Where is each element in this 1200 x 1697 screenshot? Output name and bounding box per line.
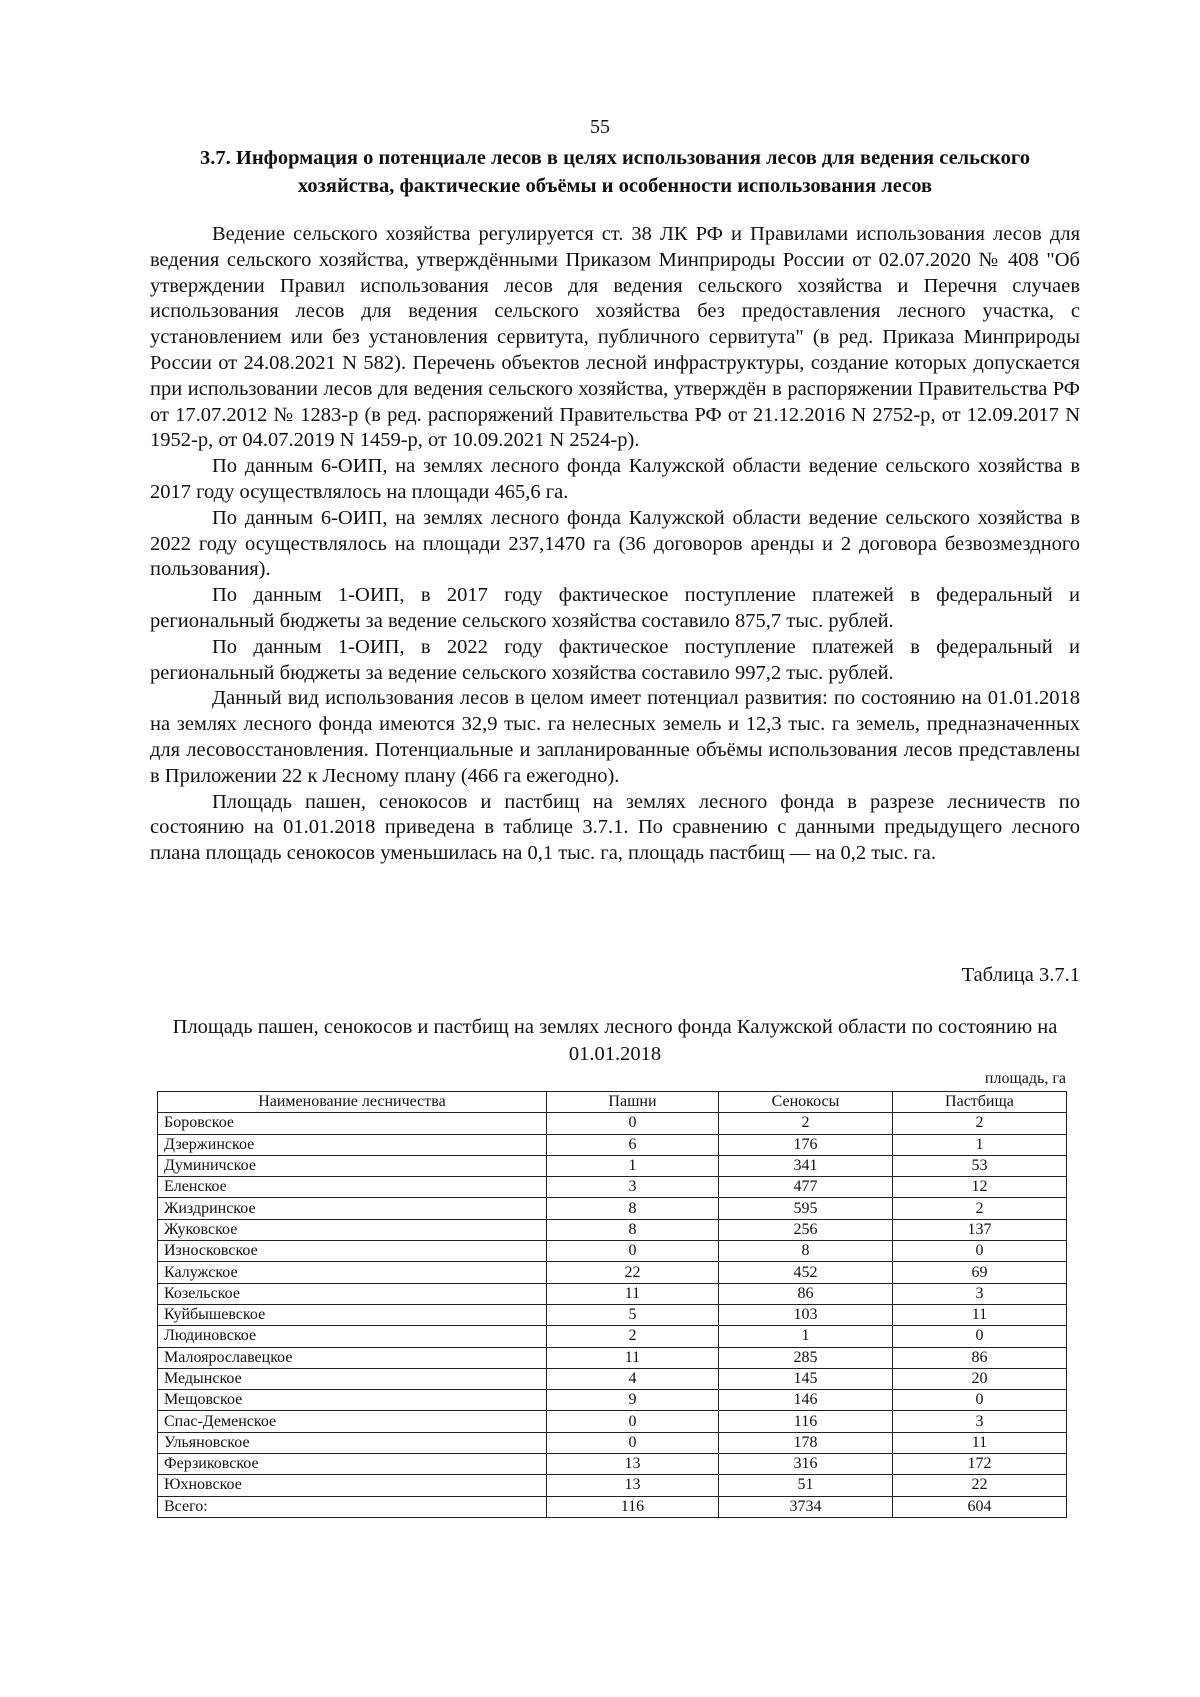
table-row [158,1454,1067,1475]
body-text [150,222,1080,867]
table-units: площадь, га [984,1070,1066,1087]
cell-forestry-name: Медынское [158,1368,547,1389]
paragraph: Площадь пашен, сенокосов и пастбищ на землях лесного фонда в разрезе лесничеств по состоянию на 01.01.2018 приведена в таблице 3.7.1. По сравнению с данными предыдущего лесного плана площадь сенокосов уменьшилась на 0,1 тыс. га, площадь пастбищ — на 0,2 тыс. га. [150,790,1080,865]
cell-forestry-name: Жиздринское [158,1198,547,1219]
cell-hayfields: 51 [719,1475,893,1496]
paragraph: По данным 6-ОИП, на землях лесного фонда Калужской области ведение сельского хозяйства в 2017 году осуществлялось на площади 465,6 га. [150,455,1080,503]
table-header-row [158,1092,1067,1113]
cell-hayfields: 452 [719,1262,893,1283]
cell-arable: 9 [546,1390,718,1411]
cell-forestry-name: Куйбышевское [158,1304,547,1325]
cell-forestry-name: Мещовское [158,1390,547,1411]
cell-hayfields: 341 [719,1155,893,1176]
header-hayfields: Сенокосы [719,1092,893,1113]
cell-arable: 5 [546,1304,718,1325]
cell-arable: 11 [546,1347,718,1368]
cell-pastures: 22 [892,1475,1066,1496]
cell-hayfields: 2 [719,1113,893,1134]
cell-forestry-name: Износковское [158,1241,547,1262]
cell-hayfields: 178 [719,1432,893,1453]
table-row [158,1219,1067,1240]
cell-arable: 2 [546,1326,718,1347]
cell-hayfields: 103 [719,1304,893,1325]
cell-hayfields-total: 3734 [719,1496,893,1517]
cell-pastures: 53 [892,1155,1066,1176]
page-number: 55 [590,116,610,138]
table-row [158,1368,1067,1389]
cell-forestry-name: Думиничское [158,1155,547,1176]
table-title: Площадь пашен, сенокосов и пастбищ на землях лесного фонда Калужской области по состоянию на 01.01.2018 [172,1016,1058,1065]
table-row [158,1134,1067,1155]
cell-arable: 1 [546,1155,718,1176]
cell-arable: 0 [546,1113,718,1134]
paragraph: Ведение сельского хозяйства регулируется ст. 38 ЛК РФ и Правилами использования лесов для ведения сельского хозяйства, утверждёнными Приказом Минприроды России от 02.07.2020 № 408 "Об утверждении Правил использования лесов для ведения сельского хозяйства и Перечня случаев использования лесов для ведения сельского хозяйства без предоставления лесного участка, с установлением или без установления сервитута, публичного сервитута" (в ред. Приказа Минприроды России от 24.08.2021 N 582). Перечень объектов лесной инфраструктуры, создание которых допускается при использовании лесов для ведения сельского хозяйства, утверждён в распоряжении Правительства РФ от 17.07.2012 № 1283-р (в ред. распоряжений Правительства РФ от 21.12.2016 N 2752-р, от 12.09.2017 N 1952-р, от 04.07.2019 N 1459-р, от 10.09.2021 N 2524-р). [150,223,1080,452]
table-row [158,1241,1067,1262]
table-caption: Таблица 3.7.1 [961,964,1080,986]
cell-hayfields: 316 [719,1454,893,1475]
forest-area-table [157,1091,1067,1518]
cell-arable: 8 [546,1219,718,1240]
cell-hayfields: 256 [719,1219,893,1240]
cell-pastures: 12 [892,1177,1066,1198]
cell-forestry-name: Спас-Деменское [158,1411,547,1432]
cell-forestry-name: Людиновское [158,1326,547,1347]
cell-hayfields: 146 [719,1390,893,1411]
cell-pastures: 172 [892,1454,1066,1475]
cell-pastures: 1 [892,1134,1066,1155]
table-body [158,1113,1067,1518]
cell-forestry-name: Жуковское [158,1219,547,1240]
table-row [158,1304,1067,1325]
cell-arable: 13 [546,1454,718,1475]
cell-pastures: 3 [892,1411,1066,1432]
cell-arable: 6 [546,1134,718,1155]
cell-arable-total: 116 [546,1496,718,1517]
cell-forestry-name: Еленское [158,1177,547,1198]
table-row [158,1475,1067,1496]
cell-arable: 0 [546,1432,718,1453]
cell-pastures: 0 [892,1390,1066,1411]
table-row [158,1177,1067,1198]
cell-forestry-name: Боровское [158,1113,547,1134]
cell-pastures: 137 [892,1219,1066,1240]
table-row [158,1283,1067,1304]
cell-arable: 8 [546,1198,718,1219]
cell-pastures: 69 [892,1262,1066,1283]
cell-hayfields: 8 [719,1241,893,1262]
table-row [158,1390,1067,1411]
cell-forestry-name: Ульяновское [158,1432,547,1453]
cell-arable: 4 [546,1368,718,1389]
cell-pastures: 0 [892,1326,1066,1347]
cell-hayfields: 176 [719,1134,893,1155]
paragraph: По данным 6-ОИП, на землях лесного фонда Калужской области ведение сельского хозяйства в 2022 году осуществлялось на площади 237,1470 га (36 договоров аренды и 2 договора безвозмездного пользования). [150,506,1080,581]
table-row [158,1198,1067,1219]
cell-hayfields: 477 [719,1177,893,1198]
cell-hayfields: 86 [719,1283,893,1304]
cell-forestry-name: Калужское [158,1262,547,1283]
cell-pastures: 3 [892,1283,1066,1304]
paragraph: По данным 1-ОИП, в 2017 году фактическое поступление платежей в федеральный и региональный бюджеты за ведение сельского хозяйства составило 875,7 тыс. рублей. [150,584,1080,632]
cell-pastures: 11 [892,1304,1066,1325]
cell-arable: 0 [546,1411,718,1432]
cell-pastures-total: 604 [892,1496,1066,1517]
cell-forestry-name: Ферзиковское [158,1454,547,1475]
cell-hayfields: 285 [719,1347,893,1368]
table-row [158,1113,1067,1134]
header-forestry-name: Наименование лесничества [158,1092,547,1113]
section-heading: 3.7. Информация о потенциале лесов в целях использования лесов для ведения сельского хозяйства, фактические объёмы и особенности использования лесов [200,147,1030,197]
cell-hayfields: 1 [719,1326,893,1347]
table-row [158,1432,1067,1453]
table-total-row [158,1496,1067,1517]
cell-pastures: 2 [892,1198,1066,1219]
table-row [158,1411,1067,1432]
cell-hayfields: 145 [719,1368,893,1389]
cell-arable: 0 [546,1241,718,1262]
header-arable: Пашни [546,1092,718,1113]
cell-pastures: 11 [892,1432,1066,1453]
table-row [158,1326,1067,1347]
cell-pastures: 20 [892,1368,1066,1389]
cell-pastures: 2 [892,1113,1066,1134]
cell-arable: 3 [546,1177,718,1198]
cell-arable: 11 [546,1283,718,1304]
cell-forestry-name: Козельское [158,1283,547,1304]
paragraph: Данный вид использования лесов в целом имеет потенциал развития: по состоянию на 01.01.2018 на землях лесного фонда имеются 32,9 тыс. га нелесных земель и 12,3 тыс. га земель, предназначенных для лесовосстановления. Потенциальные и запланированные объёмы использования лесов представлены в Приложении 22 к Лесному плану (466 га ежегодно). [150,687,1080,787]
header-pastures: Пастбища [892,1092,1066,1113]
cell-pastures: 86 [892,1347,1066,1368]
cell-pastures: 0 [892,1241,1066,1262]
table-row [158,1155,1067,1176]
cell-hayfields: 116 [719,1411,893,1432]
cell-arable: 13 [546,1475,718,1496]
cell-forestry-name: Дзержинское [158,1134,547,1155]
cell-forestry-name: Малоярославецкое [158,1347,547,1368]
cell-hayfields: 595 [719,1198,893,1219]
cell-forestry-name: Юхновское [158,1475,547,1496]
cell-arable: 22 [546,1262,718,1283]
total-label: Всего: [158,1496,547,1517]
table-row [158,1262,1067,1283]
paragraph: По данным 1-ОИП, в 2022 году фактическое поступление платежей в федеральный и региональный бюджеты за ведение сельского хозяйства составило 997,2 тыс. рублей. [150,635,1080,684]
table-row [158,1347,1067,1368]
